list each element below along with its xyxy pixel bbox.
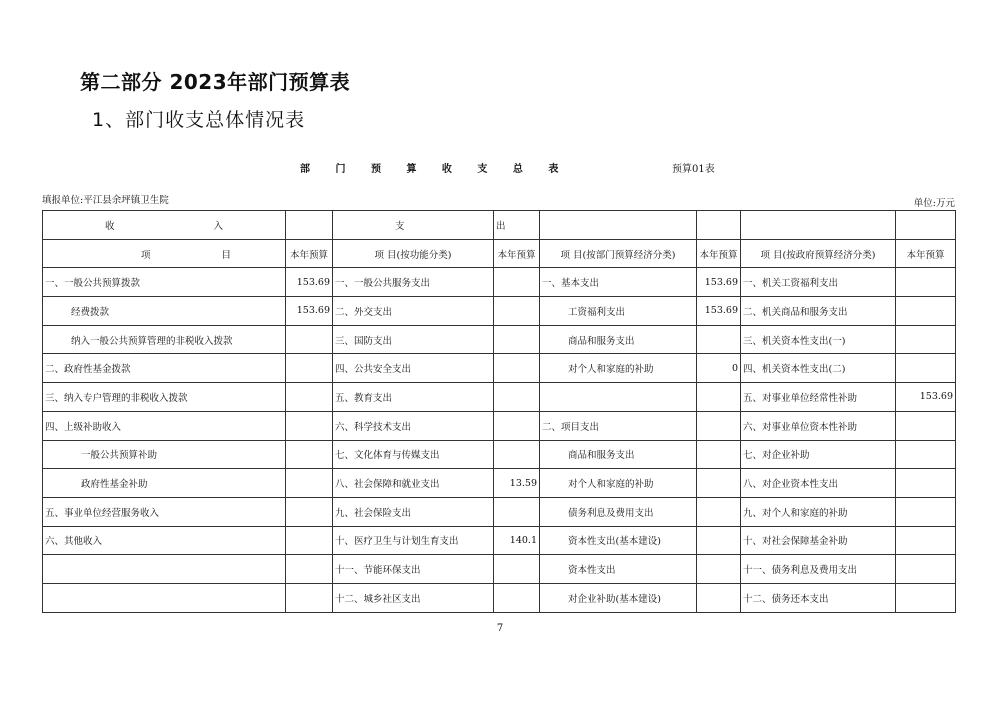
dept-item: 商品和服务支出 — [540, 440, 697, 469]
header-blank — [286, 211, 333, 240]
table-row — [43, 383, 956, 412]
income-item: 政府性基金补助 — [43, 469, 286, 498]
income-amount — [286, 526, 333, 555]
gov-amount — [896, 555, 956, 584]
gov-item: 七、对企业补助 — [741, 440, 896, 469]
income-amount — [286, 354, 333, 383]
header-expense-char-1: 支 — [395, 220, 405, 232]
income-item: 一般公共预算补助 — [43, 440, 286, 469]
gov-amount — [896, 325, 956, 354]
dept-amount — [697, 440, 741, 469]
dept-amount — [697, 583, 741, 612]
income-amount — [286, 383, 333, 412]
func-amount — [494, 297, 540, 326]
income-amount — [286, 440, 333, 469]
income-item: 六、其他收入 — [43, 526, 286, 555]
dept-item: 资本性支出(基本建设) — [540, 526, 697, 555]
func-item: 十二、城乡社区支出 — [333, 583, 494, 612]
income-item: 四、上级补助收入 — [43, 411, 286, 440]
income-amount: 153.69 — [286, 268, 333, 297]
header-blank — [741, 211, 896, 240]
func-item: 八、社会保障和就业支出 — [333, 469, 494, 498]
dept-amount — [697, 411, 741, 440]
page-number: 7 — [496, 623, 504, 634]
func-amount — [494, 325, 540, 354]
func-amount — [494, 354, 540, 383]
header-amount: 本年预算 — [286, 239, 333, 268]
header-income — [43, 211, 286, 240]
func-amount: 140.1 — [494, 526, 540, 555]
header-row-1 — [43, 211, 956, 240]
dept-amount — [697, 555, 741, 584]
header-expense-tail — [494, 211, 540, 240]
gov-item: 四、机关资本性支出(二) — [741, 354, 896, 383]
func-item: 七、文化体育与传媒支出 — [333, 440, 494, 469]
income-amount — [286, 411, 333, 440]
func-amount — [494, 555, 540, 584]
dept-amount: 153.69 — [697, 268, 741, 297]
table-row — [43, 583, 956, 612]
dept-amount: 153.69 — [697, 297, 741, 326]
gov-item: 十、对社会保障基金补助 — [741, 526, 896, 555]
income-amount — [286, 583, 333, 612]
gov-amount — [896, 469, 956, 498]
func-item: 三、国防支出 — [333, 325, 494, 354]
income-amount — [286, 469, 333, 498]
gov-item: 一、机关工资福利支出 — [741, 268, 896, 297]
dept-item: 债务利息及费用支出 — [540, 497, 697, 526]
dept-item: 工资福利支出 — [540, 297, 697, 326]
income-item: 经费拨款 — [43, 297, 286, 326]
currency-unit: 单位:万元 — [913, 198, 955, 209]
header-blank — [540, 211, 697, 240]
func-item: 六、科学技术支出 — [333, 411, 494, 440]
dept-amount: 0 — [697, 354, 741, 383]
func-amount — [494, 383, 540, 412]
income-amount — [286, 555, 333, 584]
gov-item: 九、对个人和家庭的补助 — [741, 497, 896, 526]
gov-item: 十一、债务利息及费用支出 — [741, 555, 896, 584]
func-item: 十、医疗卫生与计划生育支出 — [333, 526, 494, 555]
gov-item: 六、对事业单位资本性补助 — [741, 411, 896, 440]
table-row — [43, 268, 956, 297]
dept-item: 对个人和家庭的补助 — [540, 469, 697, 498]
gov-amount — [896, 354, 956, 383]
table-row — [43, 526, 956, 555]
section-title: 第二部分 2023年部门预算表 — [80, 70, 351, 94]
table-title: 部 门 预 算 收 支 总 表 — [300, 164, 570, 175]
budget-summary-table — [42, 210, 956, 613]
dept-amount — [697, 469, 741, 498]
table-code: 预算01表 — [672, 164, 715, 175]
dept-item: 二、项目支出 — [540, 411, 697, 440]
table-row — [43, 440, 956, 469]
income-item: 一、一般公共预算拨款 — [43, 268, 286, 297]
gov-item: 十二、债务还本支出 — [741, 583, 896, 612]
header-amount: 本年预算 — [494, 239, 540, 268]
income-amount — [286, 497, 333, 526]
header-item-char-2: 目 — [221, 249, 231, 261]
func-amount — [494, 583, 540, 612]
dept-item: 对个人和家庭的补助 — [540, 354, 697, 383]
reporting-unit: 填报单位:平江县余坪镇卫生院 — [42, 195, 169, 206]
func-item: 一、一般公共服务支出 — [333, 268, 494, 297]
func-amount — [494, 268, 540, 297]
gov-amount — [896, 497, 956, 526]
func-item: 九、社会保险支出 — [333, 497, 494, 526]
header-item — [43, 239, 286, 268]
func-amount — [494, 497, 540, 526]
gov-amount — [896, 297, 956, 326]
header-income-char-2: 入 — [213, 220, 223, 232]
dept-item: 对企业补助(基本建设) — [540, 583, 697, 612]
header-amount: 本年预算 — [896, 239, 956, 268]
table-row — [43, 555, 956, 584]
gov-amount — [896, 440, 956, 469]
gov-item: 五、对事业单位经常性补助 — [741, 383, 896, 412]
dept-item: 资本性支出 — [540, 555, 697, 584]
dept-item: 一、基本支出 — [540, 268, 697, 297]
dept-item — [540, 383, 697, 412]
header-dept-item: 项 目(按部门预算经济分类) — [540, 239, 697, 268]
func-item: 十一、节能环保支出 — [333, 555, 494, 584]
income-item — [43, 555, 286, 584]
header-expense — [333, 211, 494, 240]
header-func-item: 项 目(按功能分类) — [333, 239, 494, 268]
dept-amount — [697, 383, 741, 412]
sub-title: 1、部门收支总体情况表 — [92, 109, 306, 131]
gov-item: 八、对企业资本性支出 — [741, 469, 896, 498]
func-item: 五、教育支出 — [333, 383, 494, 412]
gov-amount — [896, 583, 956, 612]
income-item: 三、纳入专户管理的非税收入拨款 — [43, 383, 286, 412]
gov-item: 二、机关商品和服务支出 — [741, 297, 896, 326]
income-item — [43, 583, 286, 612]
income-amount: 153.69 — [286, 297, 333, 326]
dept-amount — [697, 497, 741, 526]
dept-amount — [697, 325, 741, 354]
func-amount — [494, 411, 540, 440]
gov-amount: 153.69 — [896, 383, 956, 412]
table-row — [43, 497, 956, 526]
header-blank — [896, 211, 956, 240]
func-amount — [494, 440, 540, 469]
header-amount: 本年预算 — [697, 239, 741, 268]
income-item: 纳入一般公共预算管理的非税收入拨款 — [43, 325, 286, 354]
table-row — [43, 411, 956, 440]
table-row — [43, 354, 956, 383]
header-expense-char-2: 出 — [496, 220, 506, 232]
income-amount — [286, 325, 333, 354]
header-blank — [697, 211, 741, 240]
gov-amount — [896, 268, 956, 297]
func-item: 四、公共安全支出 — [333, 354, 494, 383]
header-item-char-1: 项 — [141, 249, 151, 261]
table-row — [43, 297, 956, 326]
table-row — [43, 325, 956, 354]
gov-item: 三、机关资本性支出(一) — [741, 325, 896, 354]
income-item: 五、事业单位经营服务收入 — [43, 497, 286, 526]
header-gov-item: 项 目(按政府预算经济分类) — [741, 239, 896, 268]
header-income-char-1: 收 — [105, 220, 115, 232]
table-row — [43, 469, 956, 498]
gov-amount — [896, 411, 956, 440]
income-item: 二、政府性基金拨款 — [43, 354, 286, 383]
header-row-2 — [43, 239, 956, 268]
func-item: 二、外交支出 — [333, 297, 494, 326]
dept-item: 商品和服务支出 — [540, 325, 697, 354]
gov-amount — [896, 526, 956, 555]
func-amount: 13.59 — [494, 469, 540, 498]
dept-amount — [697, 526, 741, 555]
